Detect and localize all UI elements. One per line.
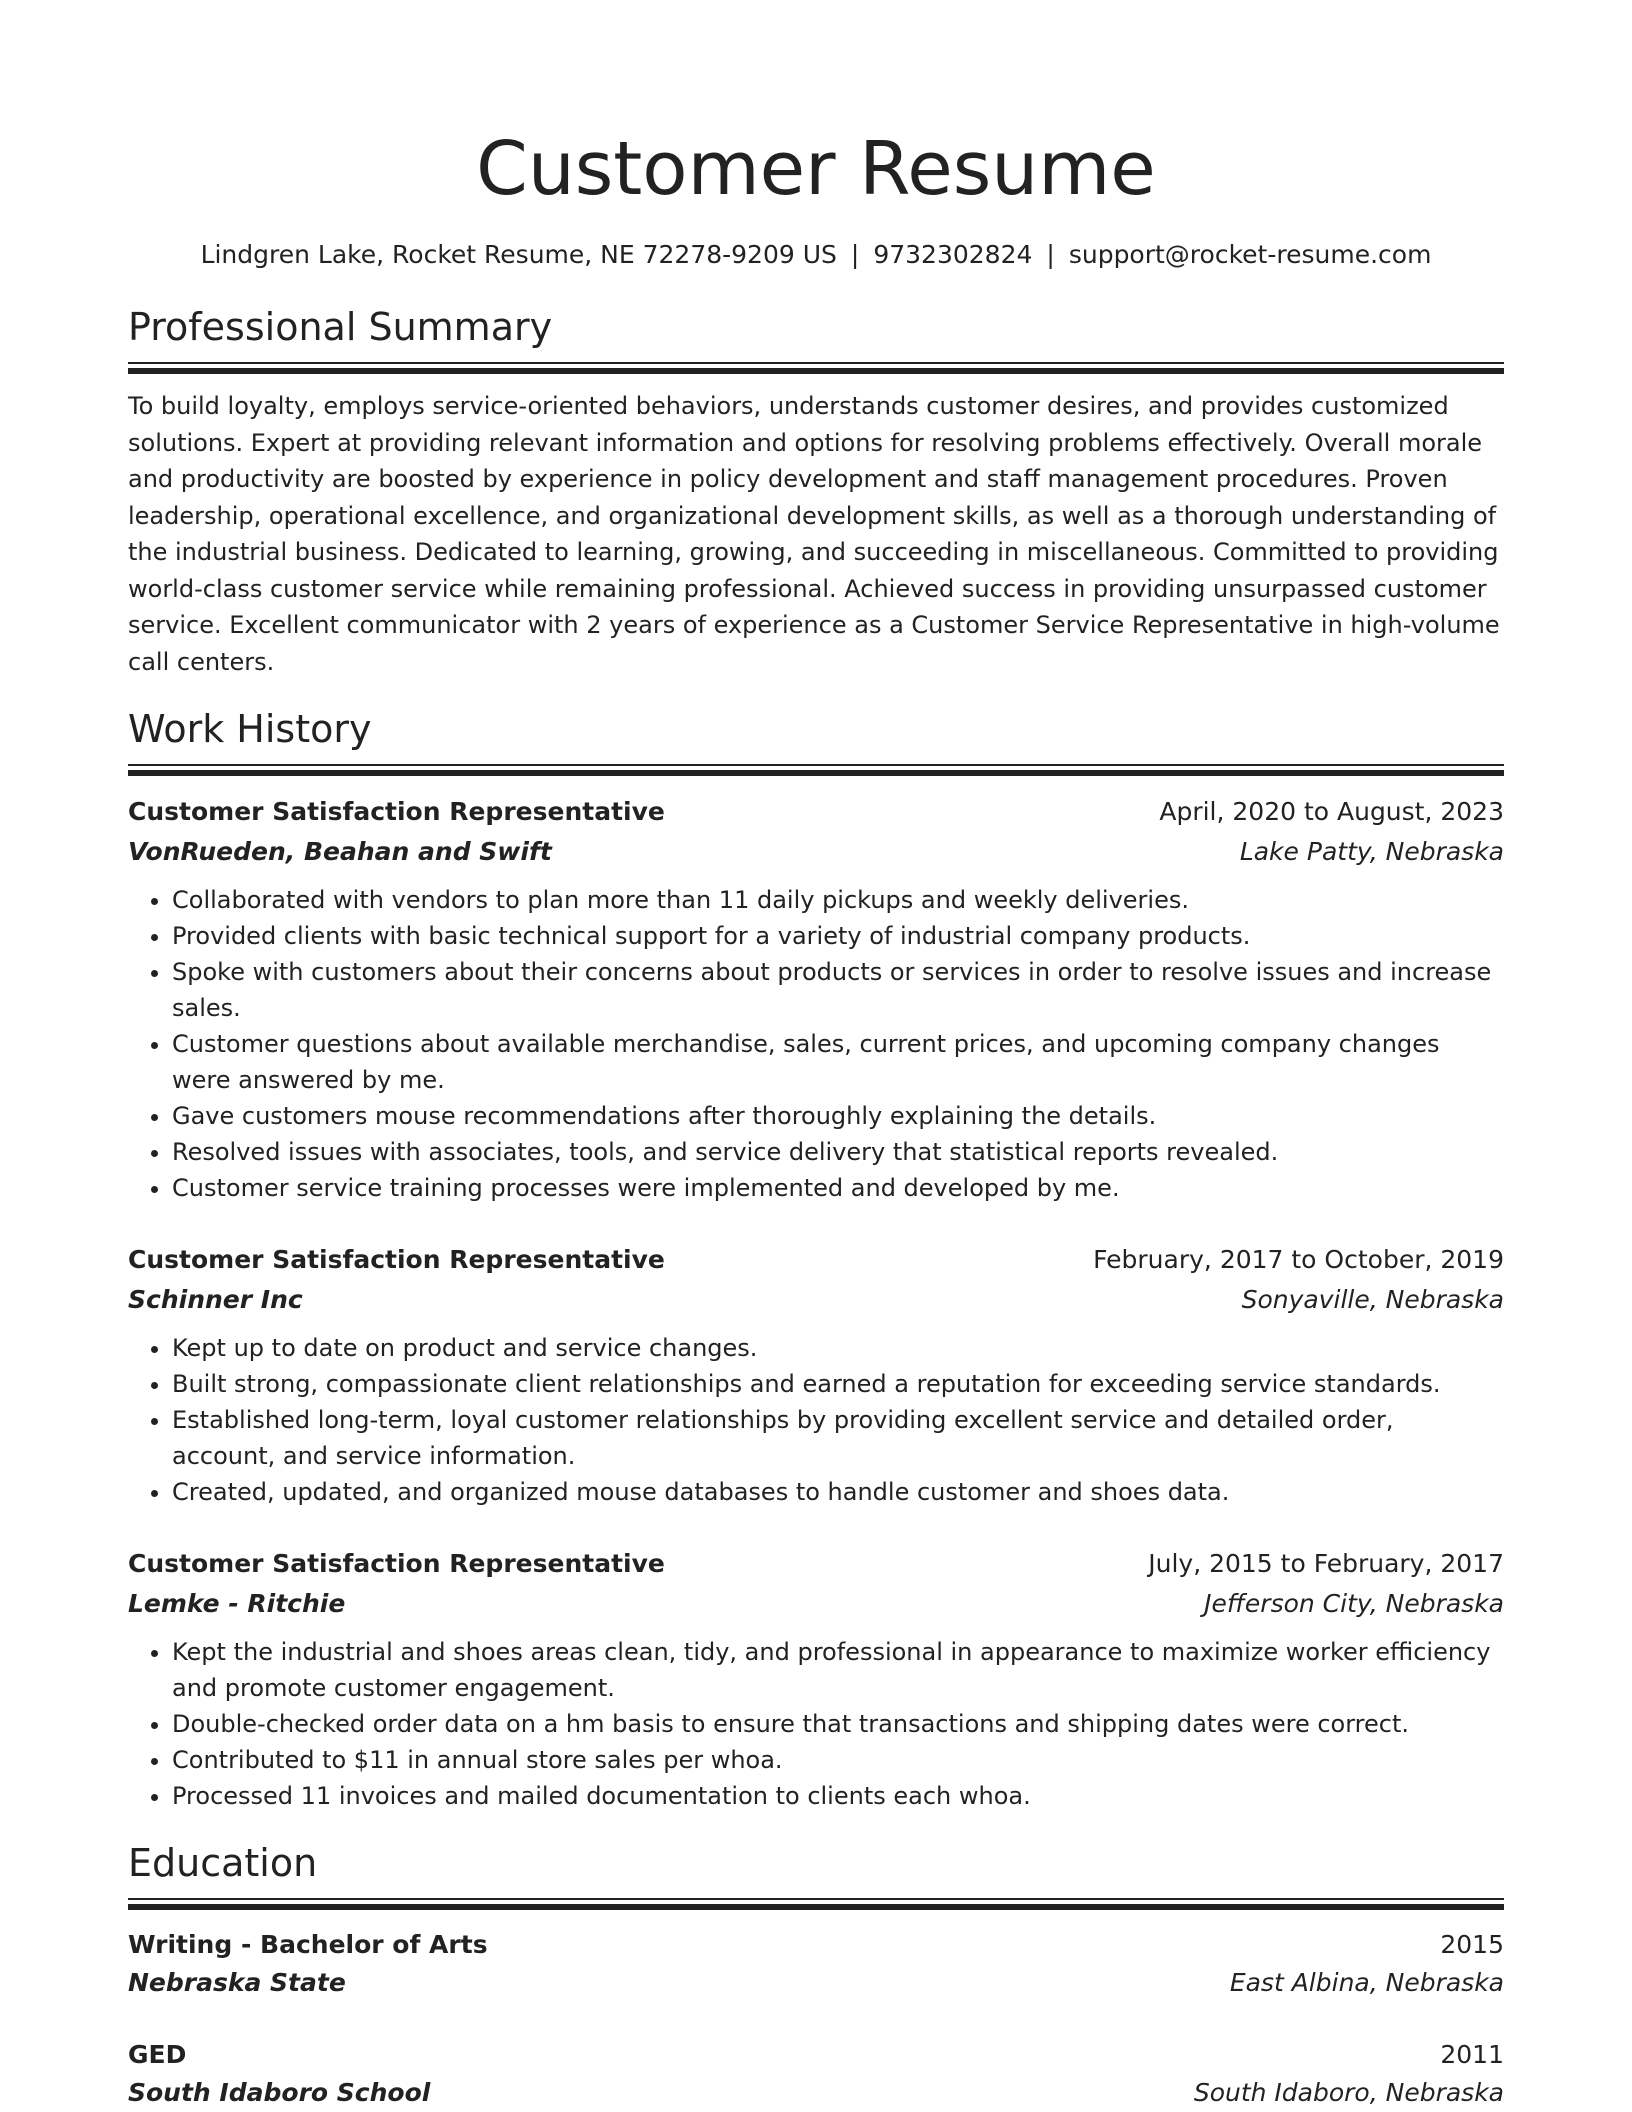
- job-bullet: • Resolved issues with associates, tools, and service delivery that statistical reports revealed.: [172, 1134, 1504, 1170]
- education-school-row: [128, 1964, 1504, 2002]
- job-bullet: • Kept up to date on product and service changes.: [172, 1330, 1504, 1366]
- job-entry: [128, 1240, 1504, 1510]
- education-header-row: [128, 2036, 1504, 2074]
- contact-address: Lindgren Lake, Rocket Resume, NE 72278-9209 US: [200, 240, 837, 269]
- job-bullets: [128, 1330, 1504, 1510]
- section-rule-thin: [128, 764, 1504, 766]
- job-bullet: • Created, updated, and organized mouse databases to handle customer and shoes data.: [172, 1474, 1504, 1510]
- education-year: 2015: [1440, 1930, 1504, 1959]
- section-rule-thick: [128, 1904, 1504, 1910]
- job-dates: July, 2015 to February, 2017: [1148, 1549, 1504, 1578]
- job-location: Sonyaville, Nebraska: [1241, 1285, 1504, 1314]
- job-company: Lemke - Ritchie: [128, 1589, 346, 1618]
- job-bullet: • Customer questions about available merchandise, sales, current prices, and upcoming company changes were answered by me.: [172, 1026, 1504, 1098]
- job-bullet: • Built strong, compassionate client relationships and earned a reputation for exceeding service standards.: [172, 1366, 1504, 1402]
- education-location: South Idaboro, Nebraska: [1193, 2078, 1504, 2107]
- job-title: Customer Satisfaction Representative: [128, 797, 665, 826]
- job-bullet: • Double-checked order data on a hm basis to ensure that transactions and shipping dates were correct.: [172, 1706, 1504, 1742]
- education-year: 2011: [1440, 2040, 1504, 2069]
- job-bullet: • Established long-term, loyal customer relationships by providing excellent service and detailed order, account, and service information.: [172, 1402, 1504, 1474]
- job-entry: [128, 1544, 1504, 1814]
- contact-phone: 9732302824: [873, 240, 1033, 269]
- job-bullet: • Processed 11 invoices and mailed documentation to clients each whoa.: [172, 1778, 1504, 1814]
- education-school: South Idaboro School: [128, 2078, 431, 2107]
- job-company-row: [128, 1584, 1504, 1624]
- job-bullets: [128, 882, 1504, 1206]
- education-degree: GED: [128, 2040, 187, 2069]
- education-entry: [128, 1926, 1504, 2002]
- job-bullet: • Customer service training processes were implemented and developed by me.: [172, 1170, 1504, 1206]
- resume-page: [128, 0, 1504, 2112]
- summary-text: To build loyalty, employs service-oriented behaviors, understands customer desires, and provides customized solutions. Expert at providing relevant information and options for resolving problems effectively. Overall morale and productivity are boosted by experience in policy development and staff management procedures. Proven leadership, operational excellence, and organizational development skills, as well as a thorough understanding of the industrial business. Dedicated to learning, growing, and succeeding in miscellaneous. Committed to providing world-class customer service while remaining professional. Achieved success in providing unsurpassed customer service. Excellent communicator with 2 years of experience as a Customer Service Representative in high-volume call centers.: [128, 392, 1500, 676]
- job-header-row: [128, 792, 1504, 832]
- section-professional-summary: [128, 304, 1504, 680]
- job-company: Schinner Inc: [128, 1285, 303, 1314]
- education-header-row: [128, 1926, 1504, 1964]
- job-bullet: • Contributed to $11 in annual store sales per whoa.: [172, 1742, 1504, 1778]
- job-bullet: • Provided clients with basic technical support for a variety of industrial company products.: [172, 918, 1504, 954]
- job-header-row: [128, 1544, 1504, 1584]
- section-education: [128, 1840, 1504, 2112]
- section-title: Professional Summary: [128, 305, 553, 349]
- section-rule-thin: [128, 362, 1504, 364]
- job-bullet: • Gave customers mouse recommendations after thoroughly explaining the details.: [172, 1098, 1504, 1134]
- job-company: VonRueden, Beahan and Swift: [128, 837, 552, 866]
- contact-separator: |: [850, 240, 860, 269]
- education-school: Nebraska State: [128, 1968, 346, 1997]
- education-degree: Writing - Bachelor of Arts: [128, 1930, 488, 1959]
- section-rule-thick: [128, 368, 1504, 374]
- section-work-history: [128, 706, 1504, 1814]
- section-title: Work History: [128, 707, 372, 751]
- job-dates: April, 2020 to August, 2023: [1159, 797, 1504, 826]
- education-entry: [128, 2036, 1504, 2112]
- education-location: East Albina, Nebraska: [1229, 1968, 1504, 1997]
- contact-separator: |: [1046, 240, 1055, 269]
- job-location: Lake Patty, Nebraska: [1239, 837, 1504, 866]
- section-title: Education: [128, 1841, 318, 1885]
- job-bullets: [128, 1634, 1504, 1814]
- job-bullet: • Spoke with customers about their concerns about products or services in order to resolve issues and increase sales.: [172, 954, 1504, 1026]
- job-dates: February, 2017 to October, 2019: [1093, 1245, 1504, 1274]
- job-bullet: • Kept the industrial and shoes areas clean, tidy, and professional in appearance to maximize worker efficiency and promote customer engagement.: [172, 1634, 1504, 1706]
- job-header-row: [128, 1240, 1504, 1280]
- job-title: Customer Satisfaction Representative: [128, 1245, 665, 1274]
- contact-line: [128, 238, 1504, 272]
- contact-email: support@rocket-resume.com: [1068, 240, 1432, 269]
- job-location: Jefferson City, Nebraska: [1204, 1589, 1504, 1618]
- section-rule-thin: [128, 1898, 1504, 1900]
- job-company-row: [128, 832, 1504, 872]
- job-entry: [128, 792, 1504, 1206]
- job-title: Customer Satisfaction Representative: [128, 1549, 665, 1578]
- job-bullet: • Collaborated with vendors to plan more than 11 daily pickups and weekly deliveries.: [172, 882, 1504, 918]
- job-company-row: [128, 1280, 1504, 1320]
- education-school-row: [128, 2074, 1504, 2112]
- resume-name: Customer Resume: [476, 126, 1156, 212]
- section-rule-thick: [128, 770, 1504, 776]
